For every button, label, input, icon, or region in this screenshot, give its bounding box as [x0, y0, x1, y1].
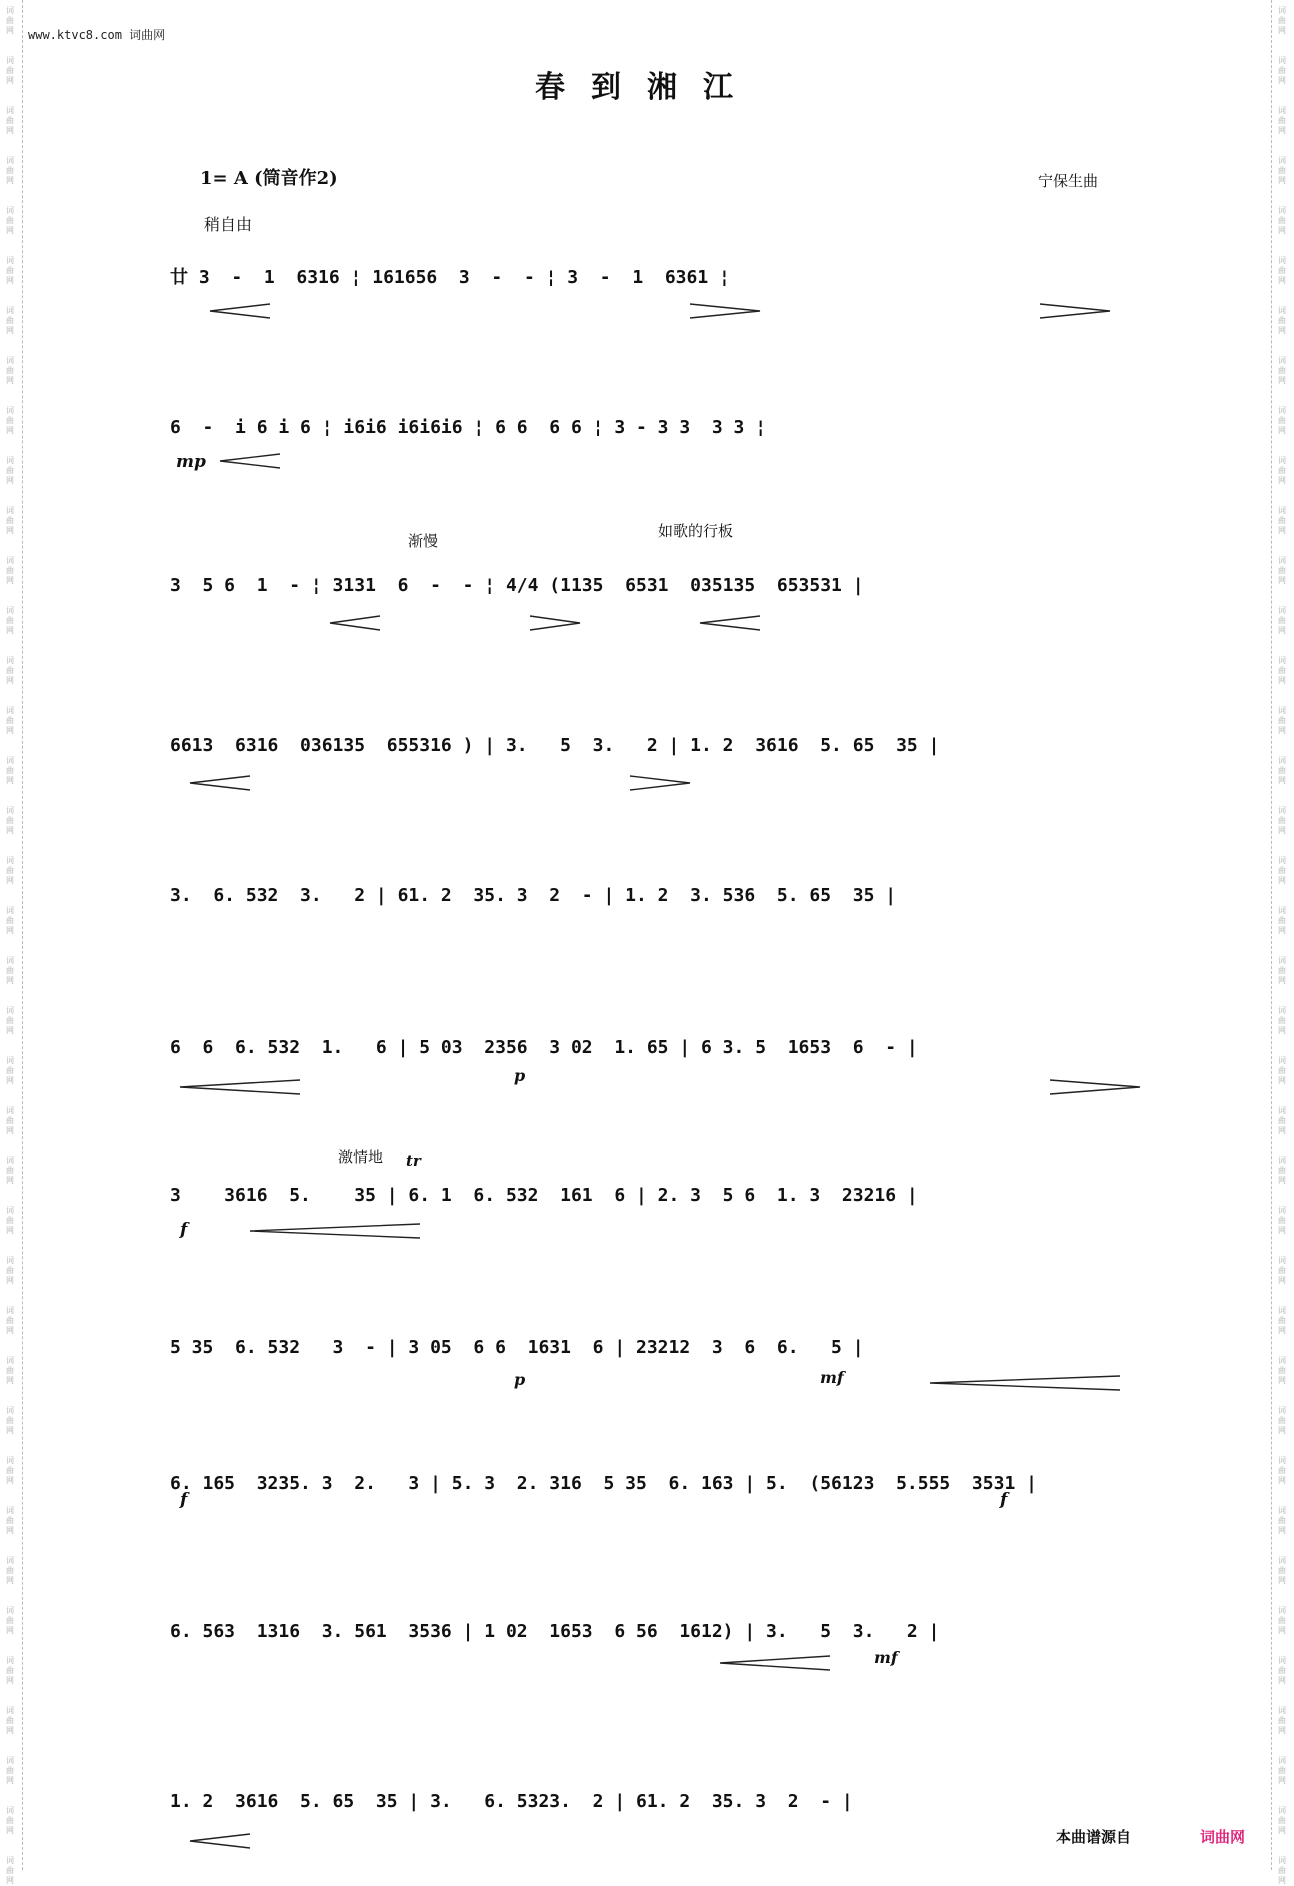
crescendo-hairpin: [930, 1376, 1120, 1390]
watermark-mark: 词 曲 网: [6, 806, 14, 835]
notation-line-7: 3 3616 5. 35 | 6. 1 6. 532 161 6 | 2. 3 5 6 1. 3 23216 |: [170, 1185, 918, 1206]
watermark-mark: 词 曲 网: [1278, 1856, 1286, 1885]
watermark-mark: 词 曲 网: [1278, 1456, 1286, 1485]
watermark-mark: 词 曲 网: [1278, 1606, 1286, 1635]
watermark-mark: 词 曲 网: [6, 256, 14, 285]
crescendo-hairpin: [1040, 304, 1110, 318]
watermark-mark: 词 曲 网: [1278, 356, 1286, 385]
watermark-mark: 词 曲 网: [1278, 1406, 1286, 1435]
watermark-mark: 词 曲 网: [1278, 1006, 1286, 1035]
dynamic-mark: f: [1000, 1490, 1008, 1510]
watermark-mark: 词 曲 网: [1278, 1356, 1286, 1385]
watermark-mark: 词 曲 网: [6, 1806, 14, 1835]
watermark-mark: 词 曲 网: [6, 356, 14, 385]
watermark-mark: 词 曲 网: [1278, 606, 1286, 635]
crescendo-hairpin: [210, 304, 270, 318]
watermark-mark: 词 曲 网: [6, 1856, 14, 1885]
watermark-mark: 词 曲 网: [6, 306, 14, 335]
watermark-mark: 词 曲 网: [6, 6, 14, 35]
watermark-mark: 词 曲 网: [1278, 706, 1286, 735]
watermark-mark: 词 曲 网: [6, 1256, 14, 1285]
crescendo-hairpin: [700, 616, 760, 630]
watermark-mark: 词 曲 网: [1278, 456, 1286, 485]
decrescendo-hairpin: [1050, 1080, 1140, 1094]
watermark-mark: 词 曲 网: [6, 756, 14, 785]
crescendo-hairpin: [220, 454, 280, 468]
notation-line-6: 6 6 6. 532 1. 6 | 5 03 2356 3 02 1. 65 | 6 3. 5 1653 6 - |: [170, 1037, 918, 1058]
watermark-mark: 词 曲 网: [1278, 756, 1286, 785]
crescendo-hairpin: [190, 1834, 250, 1848]
decrescendo-hairpin: [530, 616, 580, 630]
watermark-mark: 词 曲 网: [6, 1056, 14, 1085]
watermark-mark: 词 曲 网: [6, 906, 14, 935]
notation-line-3: 3 5 6 1 - ¦ 3131 6 - - ¦ 4/4 (1135 6531 035135 653531 |: [170, 575, 864, 596]
watermark-mark: 词 曲 网: [6, 106, 14, 135]
notation-line-2: 6 - i 6 i 6 ¦ i6i6 i6i6i6 ¦ 6 6 6 6 ¦ 3 - 3 3 3 3 ¦: [170, 417, 767, 438]
watermark-mark: 词 曲 网: [1278, 856, 1286, 885]
watermark-mark: 词 曲 网: [1278, 6, 1286, 35]
watermark-mark: 词 曲 网: [6, 1106, 14, 1135]
watermark-mark: 词 曲 网: [1278, 306, 1286, 335]
watermark-mark: 词 曲 网: [6, 1506, 14, 1535]
watermark-mark: 词 曲 网: [1278, 506, 1286, 535]
watermark-mark: 词 曲 网: [1278, 1206, 1286, 1235]
watermark-mark: 词 曲 网: [6, 406, 14, 435]
crescendo-hairpin: [190, 776, 250, 790]
watermark-mark: 词 曲 网: [1278, 956, 1286, 985]
watermark-mark: 词 曲 网: [1278, 1306, 1286, 1335]
watermark-mark: 词 曲 网: [6, 1456, 14, 1485]
notation-line-5: 3. 6. 532 3. 2 | 61. 2 35. 3 2 - | 1. 2 3. 536 5. 65 35 |: [170, 885, 897, 906]
watermark-mark: 词 曲 网: [1278, 1706, 1286, 1735]
dynamic-mark: mp: [176, 452, 206, 472]
watermark-mark: 词 曲 网: [6, 456, 14, 485]
notation-line-4: 6613 6316 036135 655316 ) | 3. 5 3. 2 | 1. 2 3616 5. 65 35 |: [170, 735, 940, 756]
watermark-mark: 词 曲 网: [6, 1756, 14, 1785]
watermark-mark: 词 曲 网: [6, 1406, 14, 1435]
watermark-mark: 词 曲 网: [1278, 206, 1286, 235]
watermark-mark: 词 曲 网: [1278, 156, 1286, 185]
watermark-mark: 词 曲 网: [1278, 1056, 1286, 1085]
notation-line-8: 5 35 6. 532 3 - | 3 05 6 6 1631 6 | 23212 3 6 6. 5 |: [170, 1337, 864, 1358]
watermark-mark: 词 曲 网: [6, 1306, 14, 1335]
watermark-mark: 词 曲 网: [1278, 906, 1286, 935]
trill-mark: tr: [406, 1152, 421, 1170]
dynamic-mark: p: [514, 1066, 526, 1085]
dynamic-mark: f: [180, 1490, 188, 1510]
watermark-mark: 词 曲 网: [6, 206, 14, 235]
watermark-mark: 词 曲 网: [6, 156, 14, 185]
watermark-mark: 词 曲 网: [1278, 256, 1286, 285]
score-title: 春到湘江: [535, 70, 759, 105]
watermark-mark: 词 曲 网: [6, 1656, 14, 1685]
decrescendo-hairpin: [690, 304, 760, 318]
direction-passionately: 激情地: [338, 1148, 384, 1166]
site-url: www.ktvc8.com 词曲网: [28, 28, 166, 42]
tempo-marking: 稍自由: [204, 215, 253, 234]
dynamic-mark: mf: [874, 1648, 898, 1667]
watermark-mark: 词 曲 网: [1278, 1506, 1286, 1535]
notation-line-11: 1. 2 3616 5. 65 35 | 3. 6. 5323. 2 | 61. 2 35. 3 2 - |: [170, 1791, 853, 1812]
watermark-mark: 词 曲 网: [1278, 406, 1286, 435]
watermark-mark: 词 曲 网: [6, 56, 14, 85]
footer-source-label: 本曲谱源自: [1056, 1828, 1132, 1846]
watermark-mark: 词 曲 网: [1278, 1756, 1286, 1785]
crescendo-hairpin: [180, 1080, 300, 1094]
watermark-mark: 词 曲 网: [6, 1206, 14, 1235]
watermark-mark: 词 曲 网: [1278, 656, 1286, 685]
dynamic-mark: f: [180, 1220, 188, 1240]
watermark-mark: 词 曲 网: [1278, 1806, 1286, 1835]
notation-line-1: 廿 3 - 1 6316 ¦ 161656 3 - - ¦ 3 - 1 6361 ¦: [170, 267, 730, 288]
watermark-mark: 词 曲 网: [1278, 1156, 1286, 1185]
composer-credit: 宁保生曲: [1038, 172, 1099, 190]
watermark-mark: 词 曲 网: [1278, 106, 1286, 135]
watermark-mark: 词 曲 网: [1278, 56, 1286, 85]
dynamic-mark: p: [514, 1370, 526, 1389]
watermark-mark: 词 曲 网: [6, 556, 14, 585]
watermark-mark: 词 曲 网: [1278, 806, 1286, 835]
watermark-mark: 词 曲 网: [6, 1606, 14, 1635]
footer-site-link[interactable]: 词曲网: [1200, 1828, 1246, 1846]
key-signature: 1= A (筒音作2): [200, 168, 338, 189]
watermark-mark: 词 曲 网: [6, 606, 14, 635]
watermark-mark: 词 曲 网: [6, 506, 14, 535]
watermark-mark: 词 曲 网: [6, 1156, 14, 1185]
watermark-mark: 词 曲 网: [6, 1356, 14, 1385]
crescendo-hairpin: [250, 1224, 420, 1238]
direction-gradual-slow: 渐慢: [408, 532, 439, 550]
watermark-mark: 词 曲 网: [6, 856, 14, 885]
notation-line-10: 6. 563 1316 3. 561 3536 | 1 02 1653 6 56 1612) | 3. 5 3. 2 |: [170, 1621, 940, 1642]
crescendo-hairpin: [720, 1656, 830, 1670]
crescendo-hairpin: [330, 616, 380, 630]
watermark-mark: 词 曲 网: [6, 706, 14, 735]
watermark-mark: 词 曲 网: [6, 1006, 14, 1035]
watermark-mark: 词 曲 网: [6, 656, 14, 685]
watermark-mark: 词 曲 网: [6, 956, 14, 985]
watermark-mark: 词 曲 网: [1278, 1106, 1286, 1135]
watermark-mark: 词 曲 网: [1278, 1256, 1286, 1285]
watermark-mark: 词 曲 网: [6, 1706, 14, 1735]
watermark-mark: 词 曲 网: [1278, 556, 1286, 585]
watermark-mark: 词 曲 网: [6, 1556, 14, 1585]
direction-andante: 如歌的行板: [658, 522, 734, 540]
decrescendo-hairpin: [630, 776, 690, 790]
watermark-mark: 词 曲 网: [1278, 1656, 1286, 1685]
dynamic-mark: mf: [820, 1368, 844, 1387]
notation-line-9: 6. 165 3235. 3 2. 3 | 5. 3 2. 316 5 35 6. 163 | 5. (56123 5.555 3531 |: [170, 1473, 1037, 1494]
watermark-mark: 词 曲 网: [1278, 1556, 1286, 1585]
